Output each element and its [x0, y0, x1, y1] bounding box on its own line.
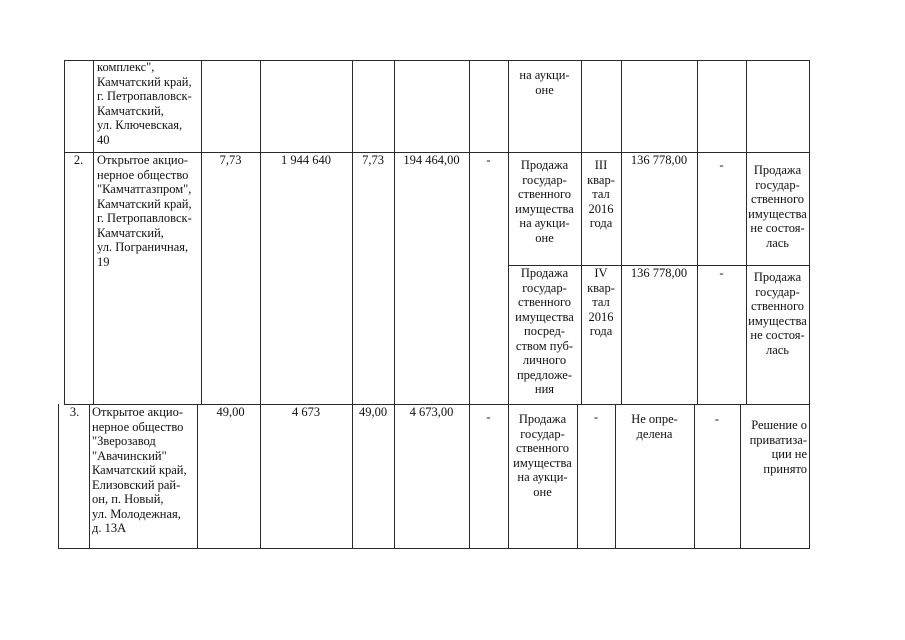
row1-sale-method: на аукци- оне: [519, 68, 570, 97]
row2b-result: Продажа государ- ственного имущества не состоя- лась: [748, 270, 807, 357]
grid-col-3: [260, 60, 261, 549]
row2b-period: IV квар- тал 2016 года: [587, 266, 615, 338]
row3-number: 3.: [69, 405, 80, 419]
grid-col-1: [93, 60, 94, 405]
row3-sale-count: 4 673,00: [409, 405, 454, 419]
row2-dash: -: [486, 153, 491, 167]
row2b-sale-method: Продажа государ- ственного имущества посред- ством пуб- личного предложе- ния: [515, 266, 574, 396]
row2a-result: Продажа государ- ственного имущества не состоя- лась: [748, 163, 807, 250]
row2-sale-count: 194 464,00: [403, 153, 460, 167]
row3-period: -: [593, 410, 599, 424]
row2a-price: 136 778,00: [630, 153, 688, 167]
row2-shares-count: 1 944 640: [281, 153, 331, 167]
row3-share-percent: 49,00: [216, 405, 245, 419]
grid-line-bottom: [58, 548, 810, 549]
row1-company-name: комплекс", Камчатский край, г. Петропавловск- Камчатский, ул. Ключевская, 40: [97, 60, 192, 147]
grid-col-8: [581, 60, 582, 405]
grid-col-0-low: [58, 404, 59, 549]
grid-col-10: [697, 60, 698, 405]
row2a-sale-method: Продажа государ- ственного имущества на аукци- оне: [515, 158, 574, 245]
grid-col-0: [64, 60, 65, 405]
row2b-dash: -: [719, 266, 724, 280]
grid-col-9: [621, 60, 622, 405]
row2-sale-percent: 7,73: [362, 153, 384, 167]
row2a-dash: -: [719, 158, 724, 172]
row3-price: Не опре- делена: [631, 412, 678, 441]
grid-col-8-low: [577, 404, 578, 549]
row3-sale-method: Продажа государ- ственного имущества на аукци- оне: [513, 412, 572, 499]
row3-dash-2: -: [714, 412, 720, 426]
row2b-price: 136 778,00: [630, 266, 688, 280]
row3-sale-percent: 49,00: [358, 405, 388, 419]
grid-col-2-low: [197, 404, 198, 549]
grid-col-1-low: [89, 404, 90, 549]
grid-col-5: [394, 60, 395, 549]
grid-col-4: [352, 60, 353, 549]
row2-company-name: Открытое акцио- нерное общество "Камчатгазпром", Камчатский край, г. Петропавловск- Камчатский, ул. Пограничная, 19: [97, 153, 192, 269]
row2-number: 2.: [73, 153, 84, 167]
row3-dash: -: [486, 410, 491, 424]
grid-col-right: [809, 60, 810, 549]
row2-share-percent: 7,73: [219, 153, 242, 167]
row2a-period: III квар- тал 2016 года: [587, 158, 615, 230]
row3-company-name: Открытое акцио- нерное общество "Зверозавод "Авачинский" Камчатский край, Елизовский рай- он, п. Новый, ул. Молодежная, д. 13А: [92, 405, 187, 535]
row3-result: Решение о приватиза- ции не принято: [749, 418, 807, 476]
row3-shares-count: 4 673: [291, 405, 321, 419]
grid-col-2: [201, 60, 202, 405]
grid-col-6: [469, 60, 470, 549]
